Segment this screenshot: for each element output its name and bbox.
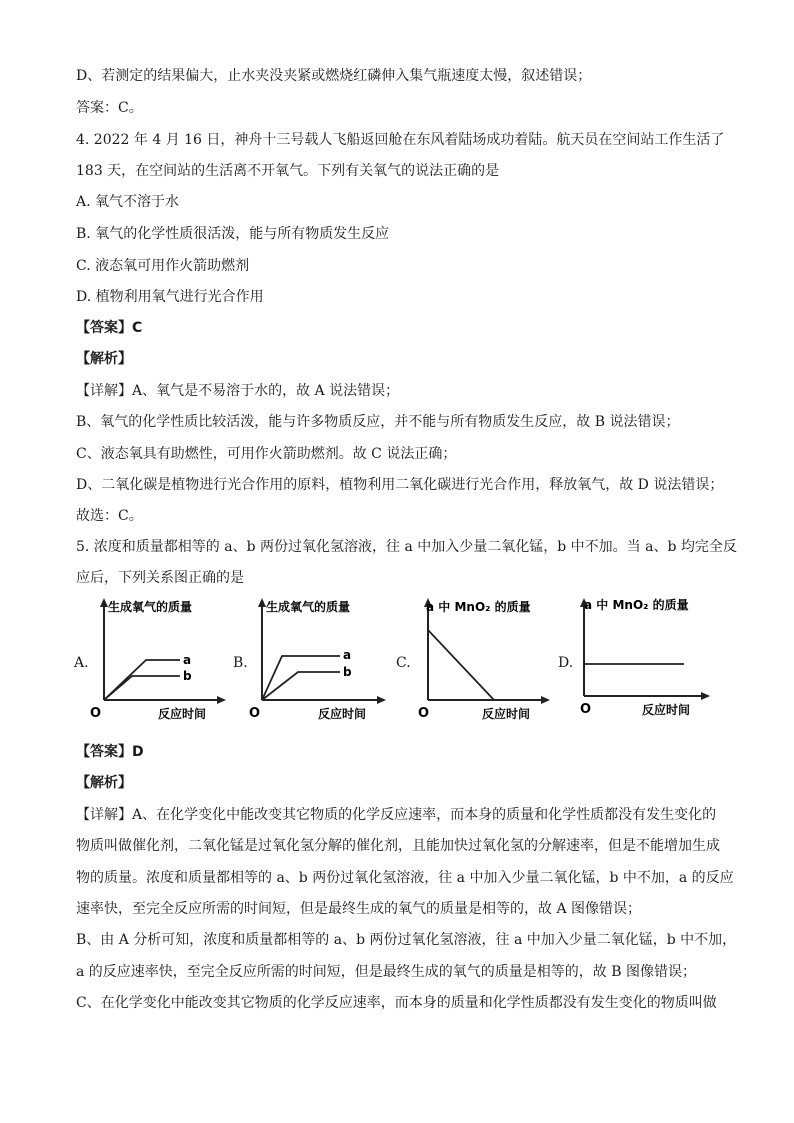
answer-label: 【答案】C	[76, 320, 143, 336]
analysis-text: C、在化学变化中能改变其它物质的化学反应速率，而本身的质量和化学性质都没有发生变化的物质叫做	[76, 995, 717, 1011]
y-axis-label: a 中 MnO₂ 的质量	[426, 600, 531, 614]
option-b: B. 氧气的化学性质很活泼，能与所有物质发生反应	[76, 226, 390, 242]
x-arrow	[701, 692, 710, 700]
option-d: D. 植物利用氧气进行光合作用	[76, 289, 264, 305]
question-4-stem: 4. 2022 年 4 月 16 日，神舟十三号载人飞船返回舱在东风着陆场成功着陆。航天员在空间站工作生活了	[76, 132, 725, 148]
y-axis-label: 生成氧气的质量	[266, 600, 351, 614]
chart-b	[248, 596, 388, 726]
series-b-label: b	[343, 665, 352, 679]
series-a-line	[262, 656, 340, 700]
origin-label: O	[580, 702, 592, 717]
y-axis-label: 生成氧气的质量	[108, 600, 193, 614]
chart-option-label: A.	[74, 655, 89, 671]
y-arrow	[100, 598, 108, 607]
y-axis-label: a 中 MnO₂ 的质量	[584, 598, 689, 612]
analysis-text: 【详解】A、氧气是不易溶于水的，故 A 说法错误；	[76, 383, 400, 399]
text-line: D、若测定的结果偏大，止水夹没夹紧或燃烧红磷伸入集气瓶速度太慢，叙述错误；	[76, 68, 592, 84]
series-b-label: b	[183, 669, 192, 683]
series-a-label: a	[183, 653, 192, 667]
analysis-text: 物质叫做催化剂，二氧化锰是过氧化氢分解的催化剂，且能加快过氧化氢的分解速率，但是不能增加生成	[76, 838, 720, 854]
origin-label: O	[249, 706, 261, 721]
text-line: 答案：C。	[76, 100, 143, 116]
question-5-stem: 5. 浓度和质量都相等的 a、b 两份过氧化氢溶液，往 a 中加入少量二氧化锰，b 中不加。当 a、b 均完全反	[76, 539, 737, 555]
x-axis-label: 反应时间	[642, 703, 691, 717]
chart-d	[574, 596, 714, 726]
analysis-text: D、二氧化碳是植物进行光合作用的原料，植物利用二氧化碳进行光合作用，释放氧气，故 D 说法错误；	[76, 477, 724, 493]
x-arrow	[377, 696, 386, 704]
series-a-label: a	[343, 648, 352, 662]
series-a-line	[104, 660, 180, 700]
x-axis-label: 反应时间	[482, 707, 531, 721]
chart-c	[412, 596, 552, 726]
question-4-stem: 183 天，在空间站的生活离不开氧气。下列有关氧气的说法正确的是	[76, 163, 500, 179]
analysis-text: 【详解】A、在化学变化中能改变其它物质的化学反应速率，而本身的质量和化学性质都没有发生变化的	[76, 807, 717, 823]
analysis-text: C、液态氧具有助燃性，可用作火箭助燃剂。故 C 说法正确；	[76, 446, 457, 462]
origin-label: O	[90, 706, 102, 721]
analysis-text: B、由 A 分析可知，浓度和质量都相等的 a、b 两份过氧化氢溶液，往 a 中加入少量二氧化锰，b 中不加，	[76, 932, 737, 948]
analysis-label: 【解析】	[76, 351, 132, 367]
analysis-label: 【解析】	[76, 775, 132, 791]
y-arrow	[258, 598, 266, 607]
chart-option-label: B.	[233, 655, 248, 671]
analysis-text: B、氧气的化学性质比较活泼，能与许多物质反应，并不能与所有物质发生反应，故 B 说法错误；	[76, 414, 680, 430]
answer-charts	[74, 596, 724, 734]
option-c: C. 液态氧可用作火箭助燃剂	[76, 258, 250, 274]
option-a: A. 氧气不溶于水	[76, 194, 180, 210]
analysis-text: 物的质量。浓度和质量都相等的 a、b 两份过氧化氢溶液，往 a 中加入少量二氧化锰，b 中不加，a 的反应	[76, 870, 734, 886]
origin-label: O	[418, 706, 430, 721]
analysis-text: a 的反应速率快，至完全反应所需的时间短，但是最终生成的氧气的质量是相等的，故 B 图像错误；	[76, 964, 696, 980]
question-5-stem: 应后，下列关系图正确的是	[76, 570, 244, 586]
answer-label: 【答案】D	[76, 744, 144, 760]
chart-a	[88, 596, 228, 726]
chart-option-label: D.	[558, 655, 574, 671]
x-arrow	[217, 696, 226, 704]
x-axis-label: 反应时间	[318, 707, 367, 721]
chart-option-label: C.	[396, 655, 411, 671]
analysis-text: 速率快，至完全反应所需的时间短，但是最终生成的氧气的质量是相等的，故 A 图像错误；	[76, 901, 642, 917]
analysis-text: 故选：C。	[76, 508, 143, 524]
x-arrow	[541, 696, 550, 704]
x-axis-label: 反应时间	[158, 707, 207, 721]
mno2-mass-line	[428, 630, 494, 700]
